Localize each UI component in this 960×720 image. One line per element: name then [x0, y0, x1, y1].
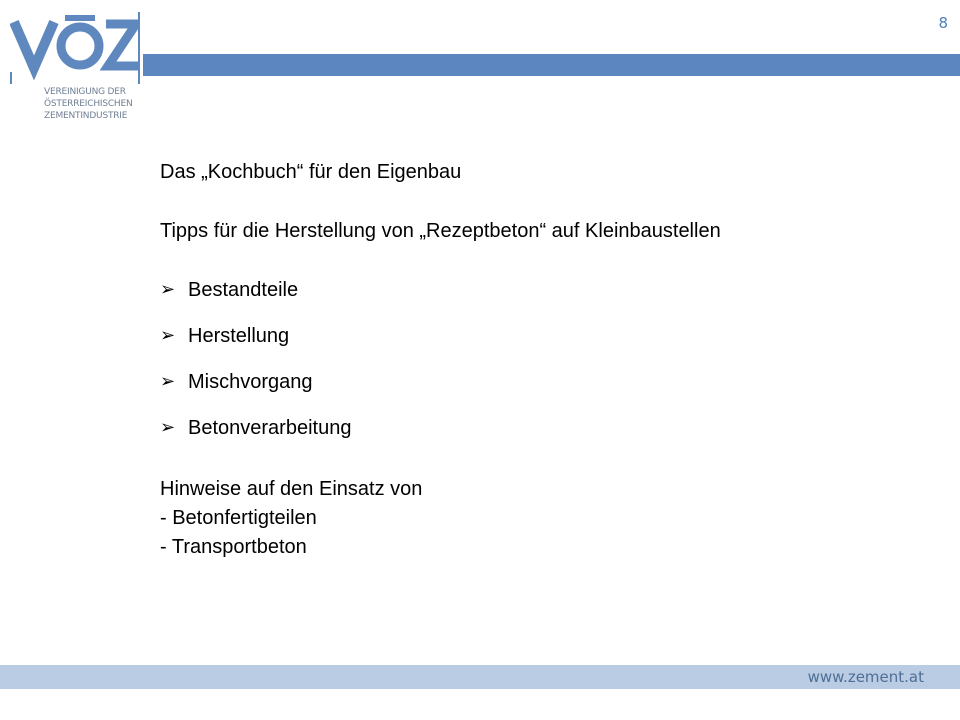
logo-wordmark: [44, 86, 133, 122]
notes-line: - Betonfertigteilen: [160, 507, 317, 529]
notes-block: [160, 475, 920, 562]
logo-line: ZEMENTINDUSTRIE: [44, 111, 128, 121]
list-item: [160, 278, 920, 302]
bullet-list: [160, 278, 920, 440]
logo-line: ÖSTERREICHISCHEN: [44, 99, 133, 109]
bullet-label: Bestandteile: [188, 279, 299, 301]
notes-line: Hinweise auf den Einsatz von: [160, 478, 423, 500]
voez-logo-mark: [10, 12, 140, 84]
logo-line: VEREINIGUNG DER: [44, 87, 126, 97]
list-item: [160, 416, 920, 440]
bullet-label: Mischvorgang: [188, 371, 313, 393]
bullet-label: Betonverarbeitung: [188, 417, 352, 439]
page-number: 8: [938, 14, 948, 32]
slide-content: [160, 160, 920, 562]
list-item: [160, 370, 920, 394]
arrow-bullet-icon: ➢: [160, 279, 176, 300]
arrow-bullet-icon: ➢: [160, 325, 176, 346]
list-item: [160, 324, 920, 348]
bullet-label: Herstellung: [188, 325, 290, 347]
slide-subtitle: Tipps für die Herstellung von „Rezeptbeton“ auf Kleinbaustellen: [160, 220, 721, 242]
voez-logo: [10, 12, 140, 122]
header-band: [143, 54, 960, 76]
slide-title: Das „Kochbuch“ für den Eigenbau: [160, 161, 462, 183]
footer-url: www.zement.at: [807, 668, 924, 686]
arrow-bullet-icon: ➢: [160, 417, 176, 438]
arrow-bullet-icon: ➢: [160, 371, 176, 392]
notes-line: - Transportbeton: [160, 536, 307, 558]
